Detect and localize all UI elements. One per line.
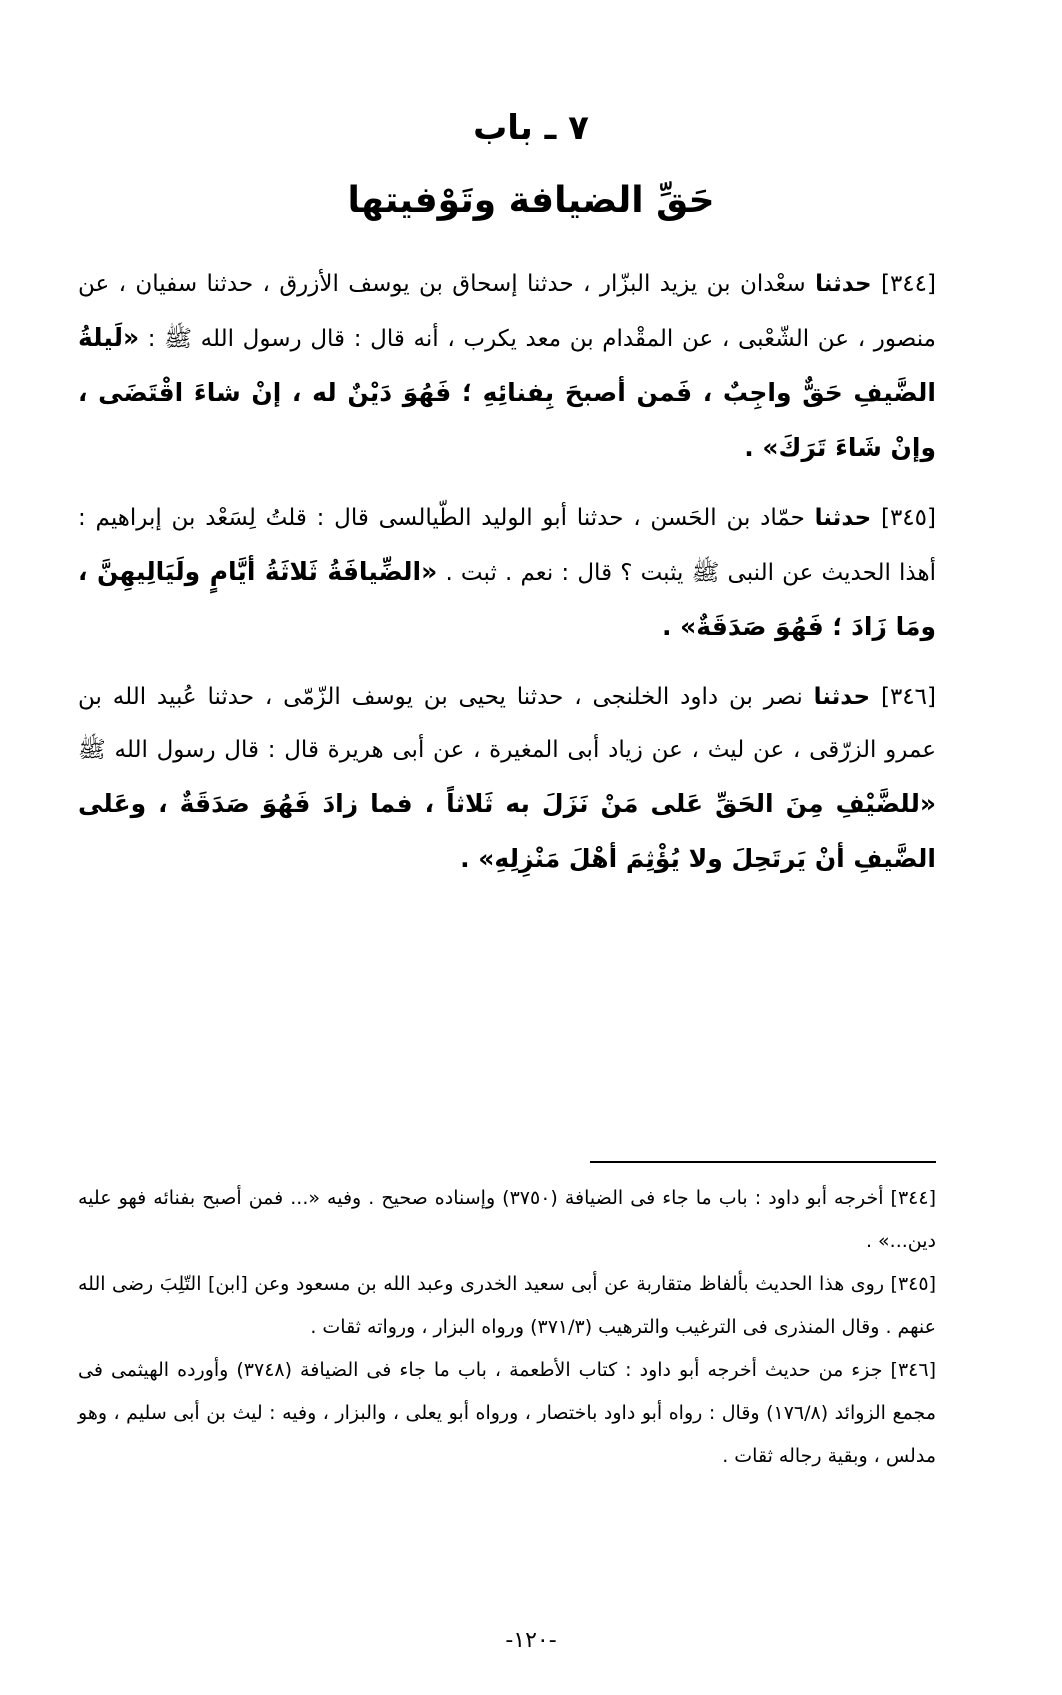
page-number: -١٢٠-	[505, 1628, 557, 1653]
footnote-text: جزء من حديث أخرجه أبو داود : كتاب الأطعمة ، باب ما جاء فى الضيافة (٣٧٤٨) وأورده الهيثمى فى مجمع الزوائد (١٧٦/٨) وقال : رواه أبو داود باختصار ، ورواه أبو يعلى ، والبزار ، وفيه : ليث بن أبى سليم ، وهو مدلس ، وبقية رجاله ثقات .	[78, 1359, 936, 1467]
hadith-header: حدثنا	[813, 684, 871, 710]
hadith-header: حدثنا	[814, 505, 872, 531]
footnote-number: [٣٤٦]	[890, 1359, 936, 1381]
hadith-matn: «للضَّيْفِ مِنَ الحَقِّ عَلى مَنْ نَزَلَ به ثَلاثاً ، فما زادَ فَهُوَ صَدَقَةٌ ، وعَلى الضَّيفِ أنْ يَرتَحِلَ ولا يُؤْثِمَ أهْلَ مَنْزِلِهِ» .	[78, 789, 936, 873]
footnote-345	[78, 1263, 936, 1349]
hadith-header: حدثنا	[815, 271, 872, 297]
footnote-346	[78, 1349, 936, 1478]
chapter-number: ٧ ـ باب	[473, 108, 589, 148]
footnote-text: أخرجه أبو داود : باب ما جاء فى الضيافة (٣٧٥٠) وإسناده صحيح . وفيه «... فمن أصبح بفنائه فهو عليه دين...» .	[78, 1187, 936, 1252]
hadith-body	[78, 258, 936, 903]
hadith-344	[78, 258, 936, 476]
hadith-isnad: حمّاد بن الحَسن ، حدثنا أبو الوليد الطّيالسى قال : قلتُ لِسَعْد بن إبراهيم : أهذا الحديث عن النبى ﷺ يثبت ؟ قال : نعم . ثبت .	[78, 505, 937, 586]
hadith-isnad: سعْدان بن يزيد البزّار ، حدثنا إسحاق بن يوسف الأزرق ، حدثنا سفيان ، عن منصور ، عن الشّعْبى ، عن المقْدام بن معد يكرب ، أنه قال : قال رسول الله ﷺ :	[78, 271, 936, 352]
hadith-345	[78, 492, 936, 655]
hadith-isnad: نصر بن داود الخلنجى ، حدثنا يحيى بن يوسف الزّمّى ، حدثنا عُبيد الله بن عمرو الزرّقى ، عن ليث ، عن زياد أبى المغيرة ، عن أبى هريرة قال : قال رسول الله ﷺ	[78, 684, 936, 763]
hadith-number: [٣٤٤]	[880, 271, 936, 297]
footnote-separator	[590, 1161, 936, 1163]
footnotes	[78, 1177, 936, 1478]
footnote-number: [٣٤٥]	[890, 1273, 936, 1295]
chapter-title: حَقِّ الضيافة وتَوْفيتها	[347, 180, 715, 221]
hadith-number: [٣٤٥]	[880, 505, 936, 531]
footnote-text: روى هذا الحديث بألفاظ متقاربة عن أبى سعيد الخدرى وعبد الله بن مسعود وعن [ابن] التّلِبَ رضى الله عنهم . وقال المنذرى فى الترغيب والترهيب (٣٧١/٣) ورواه البزار ، ورواته ثقات .	[78, 1273, 936, 1338]
footnote-344	[78, 1177, 936, 1263]
hadith-matn: «لَيلةُ الضَّيفِ حَقٌّ واجِبٌ ، فَمن أصبحَ بِفنائِهِ ؛ فَهُوَ دَيْنٌ له ، إنْ شاءَ اقْتَضَى ، وإنْ شَاءَ تَرَكَ» .	[78, 323, 936, 462]
hadith-matn: «الضِّيافَةُ ثَلاثَةُ أيَّامٍ ولَيَالِيهِنَّ ، ومَا زَادَ ؛ فَهُوَ صَدَقَةٌ» .	[78, 557, 936, 641]
hadith-346	[78, 671, 936, 887]
footnote-number: [٣٤٤]	[890, 1187, 936, 1209]
hadith-number: [٣٤٦]	[880, 684, 936, 710]
